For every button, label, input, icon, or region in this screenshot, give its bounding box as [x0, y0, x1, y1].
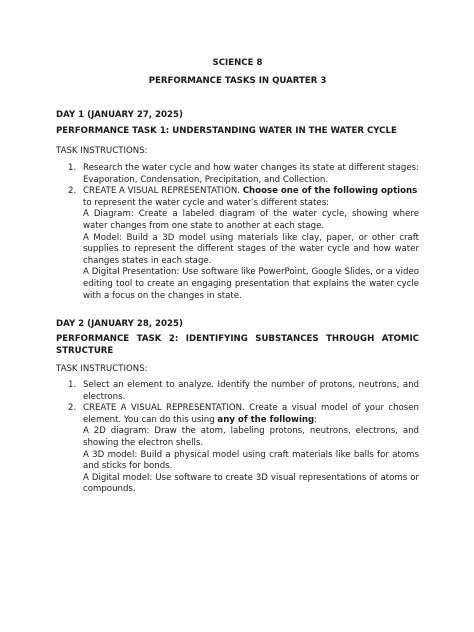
option-2d-diagram: A 2D diagram: Draw the atom, labeling protons, neutrons, electrons, and showing the electron shells.	[83, 426, 419, 448]
item-rest: to represent the water cycle and water’s different states:	[83, 197, 330, 208]
option-model: A Model: Build a 3D model using materials like clay, paper, or other craft supplies to represent the different stages of the water cycle and how water changes states in each stage.	[83, 232, 419, 266]
option-diagram: A Diagram: Create a labeled diagram of the water cycle, showing where water changes from one state to another at each stage.	[83, 209, 419, 231]
day2-heading: DAY 2 (JANUARY 28, 2025)	[56, 319, 183, 329]
item-lead: CREATE A VISUAL REPRESENTATION.	[83, 186, 240, 197]
option-digital-presentation: A Digital Presentation: Use software like PowerPoint, Google Slides, or a video editing tool to create an engaging presentation that explains the water cycle with a focus on the changes in state.	[83, 267, 419, 301]
list-number: 2.	[68, 403, 77, 414]
task1-instruction-list	[56, 163, 419, 302]
list-number: 1.	[68, 163, 77, 173]
list-item-text	[83, 186, 419, 209]
list-number: 1.	[68, 380, 77, 390]
task2-instruction-list	[56, 380, 419, 496]
list-item	[56, 380, 419, 403]
list-item	[56, 186, 419, 302]
list-item-text	[83, 403, 419, 426]
day1-heading: DAY 1 (JANUARY 27, 2025)	[56, 110, 183, 120]
list-item	[56, 403, 419, 496]
list-number: 2.	[68, 186, 77, 197]
task2-title-line1: PERFORMANCE TASK 2: IDENTIFYING SUBSTANCES THROUGH ATOMIC	[56, 334, 419, 344]
task1-instructions-label: TASK INSTRUCTIONS:	[56, 146, 148, 156]
item-emphasis: any of the following	[217, 414, 315, 425]
list-item-text: Research the water cycle and how water changes its state at different stages: Evaporation, Condensation, Precipitation, and Collection.	[83, 163, 419, 185]
list-item	[56, 163, 419, 186]
task2-title-line2: STRUCTURE	[56, 346, 114, 356]
task1-title: PERFORMANCE TASK 1: UNDERSTANDING WATER IN THE WATER CYCLE	[56, 126, 397, 136]
item-emphasis: Choose one of the following options	[242, 186, 418, 197]
item-lead: CREATE A VISUAL REPRESENTATION. Create a visual model of your chosen element. You can do this using	[83, 403, 419, 425]
list-item-text: Select an element to analyze. Identify the number of protons, neutrons, and electrons.	[83, 380, 419, 402]
subject-title: SCIENCE 8	[212, 58, 263, 68]
task2-instructions-label: TASK INSTRUCTIONS:	[56, 364, 148, 374]
option-3d-model: A 3D model: Build a physical model using craft materials like balls for atoms and sticks for bonds.	[83, 449, 419, 472]
document-title: PERFORMANCE TASKS IN QUARTER 3	[148, 76, 327, 86]
item-colon: :	[314, 414, 318, 425]
option-digital-model: A Digital model: Use software to create 3D visual representations of atoms or compounds.	[83, 472, 419, 495]
